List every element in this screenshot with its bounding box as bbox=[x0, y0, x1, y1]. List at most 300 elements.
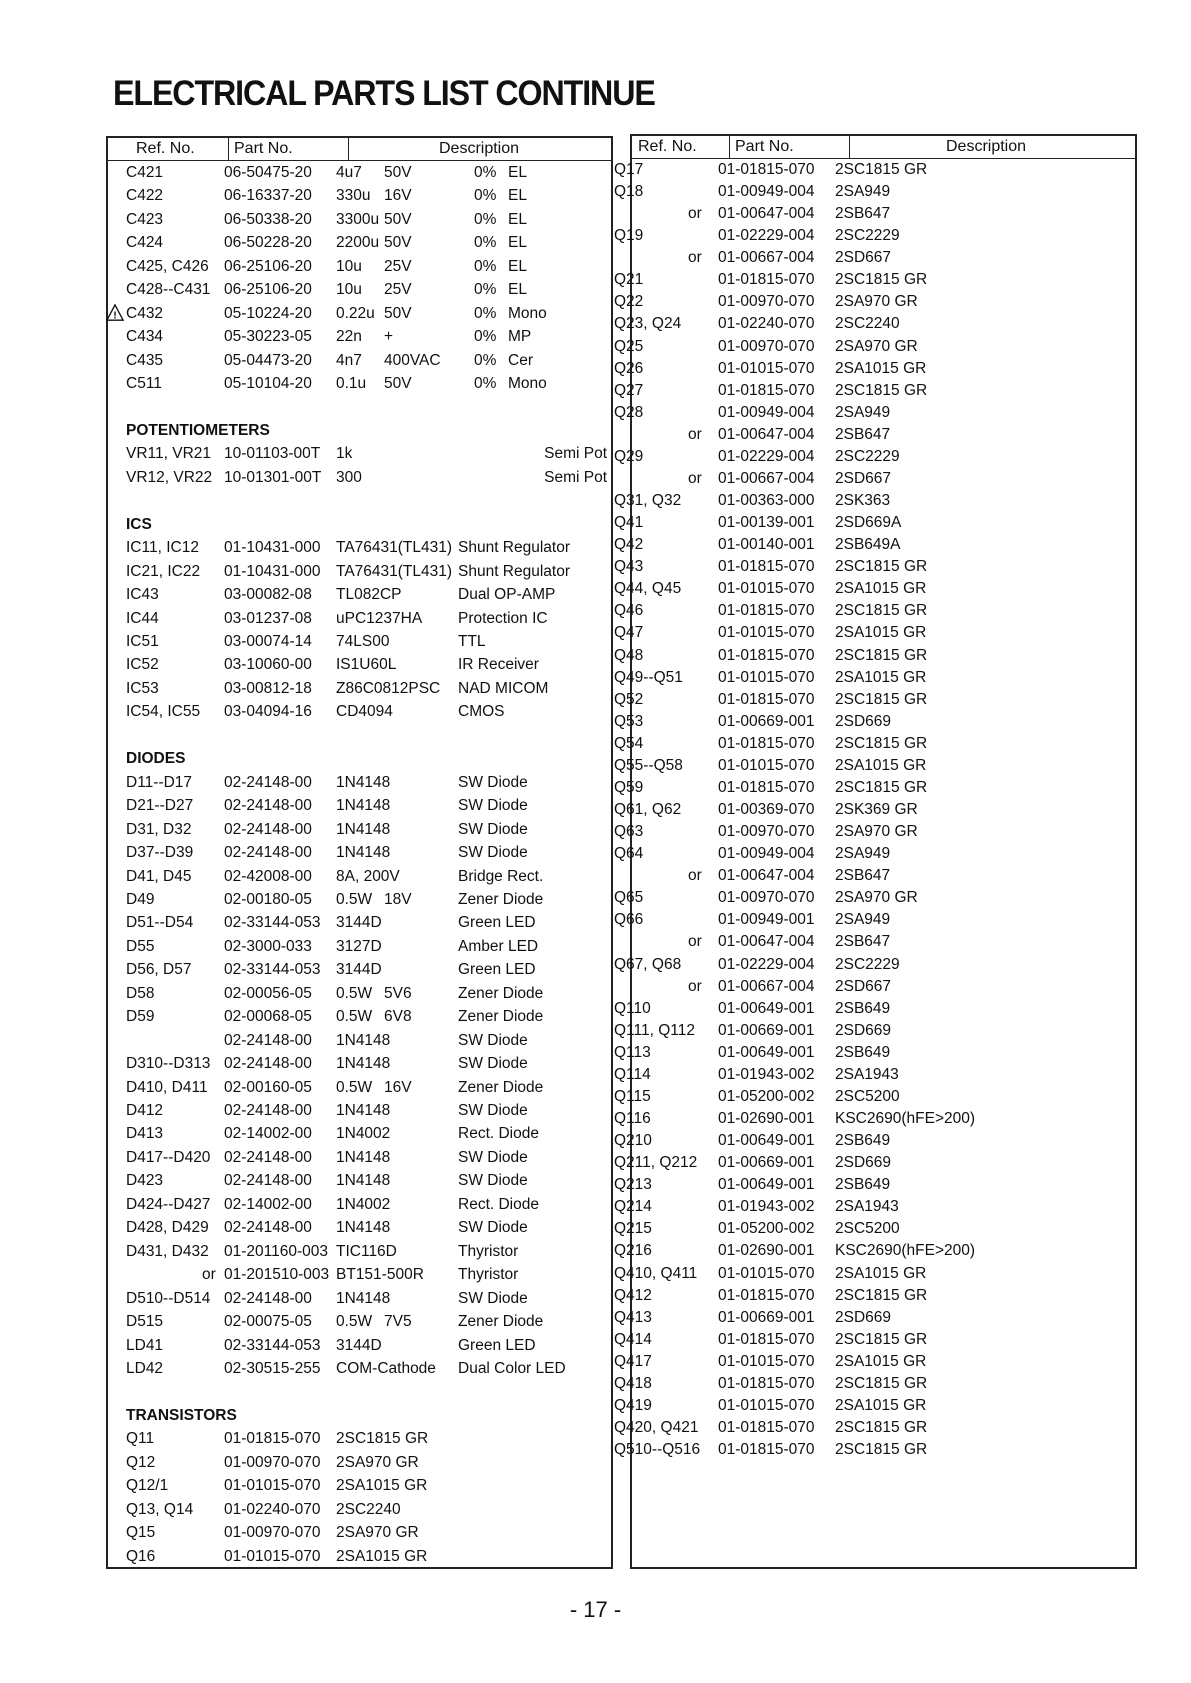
description-rating: + bbox=[384, 328, 394, 346]
description-value: 2SD667 bbox=[835, 249, 892, 267]
table-row bbox=[614, 556, 1135, 579]
ref-no: Q42 bbox=[614, 536, 644, 554]
description-function: Dual OP-AMP bbox=[458, 586, 556, 604]
table-row bbox=[108, 443, 611, 466]
description-value: 2SD667 bbox=[835, 977, 892, 995]
description-value: 2SA1015 GR bbox=[336, 1547, 428, 1565]
ref-no: Q28 bbox=[614, 403, 644, 421]
table-row bbox=[614, 1130, 1135, 1153]
part-no: 01-01815-070 bbox=[718, 1441, 815, 1459]
part-no: 01-01015-070 bbox=[718, 1396, 815, 1414]
table-row bbox=[614, 1196, 1135, 1219]
ref-no: D37--D39 bbox=[126, 844, 194, 862]
ref-no: D11--D17 bbox=[126, 773, 193, 791]
ref-no: IC11, IC12 bbox=[126, 539, 199, 557]
part-no: 02-24148-00 bbox=[224, 797, 312, 815]
description-value: 2SB647 bbox=[835, 933, 891, 951]
description-tolerance: 0% bbox=[474, 281, 497, 299]
description-value: 2SC1815 GR bbox=[336, 1430, 429, 1448]
table-row bbox=[108, 232, 611, 255]
description-function: CMOS bbox=[458, 703, 505, 721]
part-no: 02-24148-00 bbox=[224, 1031, 312, 1049]
table-row bbox=[108, 561, 611, 584]
spacer-row bbox=[108, 397, 611, 420]
part-no: 03-10060-00 bbox=[224, 656, 312, 674]
part-no: 06-25106-20 bbox=[224, 257, 312, 275]
table-row bbox=[614, 1351, 1135, 1374]
ref-no: Q31, Q32 bbox=[614, 492, 682, 510]
table-row bbox=[108, 279, 611, 302]
part-no: 01-01015-070 bbox=[718, 756, 815, 774]
description-value: TA76431(TL431) bbox=[336, 539, 453, 557]
table-row bbox=[632, 865, 1135, 888]
table-row bbox=[614, 159, 1135, 182]
ref-no: Q43 bbox=[614, 558, 644, 576]
description-value: 2SC2229 bbox=[835, 227, 900, 245]
table-row bbox=[614, 689, 1135, 712]
table-row bbox=[108, 1522, 611, 1545]
table-row bbox=[614, 402, 1135, 425]
table-row bbox=[108, 303, 611, 326]
part-no: 01-10431-000 bbox=[224, 562, 321, 580]
part-no: 02-33144-053 bbox=[224, 961, 321, 979]
table-row bbox=[614, 799, 1135, 822]
section-heading-row bbox=[108, 420, 611, 443]
ref-no: Q64 bbox=[614, 845, 644, 863]
header-divider bbox=[228, 138, 229, 160]
part-no: 01-00669-001 bbox=[718, 1021, 815, 1039]
ref-no: Q22 bbox=[614, 293, 644, 311]
ref-no: D413 bbox=[126, 1125, 164, 1143]
part-no: 01-02690-001 bbox=[718, 1110, 815, 1127]
ref-no: Q26 bbox=[614, 359, 644, 377]
table-row bbox=[614, 269, 1135, 292]
ref-no: Q27 bbox=[614, 381, 644, 399]
table-row bbox=[108, 866, 611, 889]
table-row bbox=[108, 631, 611, 654]
part-no: 02-00160-05 bbox=[224, 1078, 312, 1096]
description-function: IR Receiver bbox=[458, 656, 539, 674]
table-row bbox=[614, 645, 1135, 668]
ref-no: IC44 bbox=[126, 609, 159, 627]
ref-no: C434 bbox=[126, 328, 164, 346]
ref-no: VR11, VR21 bbox=[126, 445, 212, 463]
table-row bbox=[108, 1217, 611, 1240]
description-value: 0.5W bbox=[336, 1078, 373, 1096]
table-row bbox=[108, 1147, 611, 1170]
table-row bbox=[614, 336, 1135, 359]
description-value: 2SC2229 bbox=[835, 447, 900, 465]
header-description: Description bbox=[439, 140, 520, 157]
description-rating: 50V bbox=[384, 210, 412, 228]
description-value: 2SB649 bbox=[835, 999, 891, 1017]
description-value: 2SD669 bbox=[835, 1308, 892, 1326]
description-value: 2SD669A bbox=[835, 514, 902, 532]
table-row bbox=[108, 326, 611, 349]
table-row bbox=[108, 1264, 611, 1287]
ref-no: Q17 bbox=[614, 161, 644, 178]
alternate-label: or bbox=[688, 977, 702, 995]
description-function: Zener Diode bbox=[458, 984, 544, 1002]
part-no: 01-05200-002 bbox=[718, 1220, 815, 1238]
description-function: Zener Diode bbox=[458, 1078, 544, 1096]
table-row bbox=[108, 608, 611, 631]
ref-no: D424--D427 bbox=[126, 1195, 211, 1213]
description-value: 2SC1815 GR bbox=[835, 690, 928, 708]
part-no: 02-24148-00 bbox=[224, 820, 312, 838]
description-rating: 50V bbox=[384, 375, 412, 393]
header-ref-no: Ref. No. bbox=[136, 140, 195, 157]
part-no: 01-01815-070 bbox=[718, 734, 815, 752]
section-heading-row bbox=[108, 1405, 611, 1428]
table-row bbox=[108, 819, 611, 842]
section-heading-row bbox=[108, 748, 611, 771]
part-no: 01-00970-070 bbox=[224, 1453, 321, 1471]
table-row bbox=[614, 1373, 1135, 1396]
alternate-label: or bbox=[688, 205, 702, 223]
table-row bbox=[108, 678, 611, 701]
description-value: 2SC1815 GR bbox=[835, 381, 928, 399]
ref-no: Q52 bbox=[614, 690, 644, 708]
part-no: 01-01815-070 bbox=[718, 1286, 815, 1304]
table-row bbox=[614, 578, 1135, 601]
part-no: 05-30223-05 bbox=[224, 328, 312, 346]
part-no: 01-01815-070 bbox=[718, 778, 815, 796]
part-no: 01-00647-004 bbox=[718, 867, 815, 885]
table-row bbox=[108, 1499, 611, 1522]
ref-no: Q13, Q14 bbox=[126, 1500, 194, 1518]
description-value: 3127D bbox=[336, 937, 382, 955]
ref-no: D21--D27 bbox=[126, 797, 194, 815]
ref-no: Q63 bbox=[614, 823, 644, 841]
description-type: EL bbox=[508, 234, 527, 252]
table-row bbox=[614, 1174, 1135, 1197]
description-function: Rect. Diode bbox=[458, 1195, 539, 1213]
part-no: 06-50475-20 bbox=[224, 164, 312, 181]
description-function: NAD MICOM bbox=[458, 679, 549, 697]
spacer-row bbox=[108, 490, 611, 513]
part-no: 05-04473-20 bbox=[224, 351, 312, 369]
ref-no: D412 bbox=[126, 1102, 164, 1119]
part-no: 01-01015-070 bbox=[224, 1547, 321, 1565]
ref-no: Q420, Q421 bbox=[614, 1418, 699, 1436]
table-row bbox=[108, 1452, 611, 1475]
description-value: 2SB649 bbox=[835, 1043, 891, 1061]
header-ref-no: Ref. No. bbox=[638, 138, 697, 155]
alternate-label: or bbox=[688, 469, 702, 487]
description-function: TTL bbox=[458, 633, 486, 650]
part-no: 01-00970-070 bbox=[718, 823, 815, 841]
table-row bbox=[614, 1108, 1135, 1131]
table-row bbox=[108, 1006, 611, 1029]
description-value: 1N4148 bbox=[336, 1102, 391, 1119]
table-row bbox=[108, 185, 611, 208]
description-value: 2SC1815 GR bbox=[835, 734, 928, 752]
ref-no: D515 bbox=[126, 1313, 164, 1331]
table-row bbox=[614, 1439, 1135, 1462]
ref-no: Q113 bbox=[614, 1043, 651, 1061]
table-row bbox=[108, 1194, 611, 1217]
part-no: 01-01015-070 bbox=[718, 1264, 815, 1282]
table-row bbox=[632, 424, 1135, 447]
part-no: 02-24148-00 bbox=[224, 1102, 312, 1119]
ref-no: LD42 bbox=[126, 1359, 164, 1377]
part-no: 01-00139-001 bbox=[718, 514, 815, 532]
description-value: TA76431(TL431) bbox=[336, 562, 453, 580]
table-row bbox=[108, 584, 611, 607]
table-row bbox=[108, 1077, 611, 1100]
ref-no: LD41 bbox=[126, 1336, 164, 1354]
part-no: 01-00667-004 bbox=[718, 249, 815, 267]
part-no: 02-24148-00 bbox=[224, 1055, 312, 1073]
table-row bbox=[614, 446, 1135, 469]
part-no: 01-00949-001 bbox=[718, 911, 815, 929]
description-type: Mono bbox=[508, 304, 547, 322]
description-rating: 18V bbox=[384, 890, 412, 908]
description-function: Thyristor bbox=[458, 1266, 519, 1284]
part-no: 01-00649-001 bbox=[718, 1132, 815, 1150]
table-row bbox=[614, 1086, 1135, 1109]
description-value: 10u bbox=[336, 257, 362, 275]
part-no: 01-01815-070 bbox=[718, 1374, 815, 1392]
section-heading-row bbox=[108, 514, 611, 537]
ref-no: D51--D54 bbox=[126, 914, 194, 932]
description-value: 2SA1015 GR bbox=[835, 624, 927, 642]
part-no: 02-14002-00 bbox=[224, 1195, 312, 1213]
table-row bbox=[632, 247, 1135, 270]
ref-no: D58 bbox=[126, 984, 155, 1002]
description-value: 0.5W bbox=[336, 890, 373, 908]
part-no: 01-01015-070 bbox=[718, 580, 815, 598]
description-value: 2SC1815 GR bbox=[835, 1441, 928, 1459]
table-row bbox=[108, 1288, 611, 1311]
ref-no: Q115 bbox=[614, 1087, 651, 1105]
table-row bbox=[108, 1100, 611, 1123]
part-no: 02-24148-00 bbox=[224, 1172, 312, 1190]
description-function: SW Diode bbox=[458, 1102, 528, 1119]
ref-no: VR12, VR22 bbox=[126, 468, 213, 486]
spacer-row bbox=[108, 1381, 611, 1404]
part-no: 01-00649-001 bbox=[718, 1176, 815, 1194]
table-row bbox=[614, 512, 1135, 535]
description-function: Green LED bbox=[458, 1336, 536, 1354]
part-no: 02-00180-05 bbox=[224, 890, 312, 908]
description-function: Dual Color LED bbox=[458, 1359, 566, 1377]
description-rating: 6V8 bbox=[384, 1008, 412, 1026]
description-value: TIC116D bbox=[336, 1242, 397, 1260]
description-value: 2SA1015 GR bbox=[336, 1477, 428, 1495]
part-no: 03-04094-16 bbox=[224, 703, 312, 721]
description-value: 4u7 bbox=[336, 164, 362, 181]
part-no: 02-24148-00 bbox=[224, 1289, 312, 1307]
description-rating: 400VAC bbox=[384, 351, 441, 369]
description-type: Cer bbox=[508, 351, 533, 369]
description-value: 1N4148 bbox=[336, 773, 391, 791]
part-no: 02-14002-00 bbox=[224, 1125, 312, 1143]
description-tolerance: 0% bbox=[474, 257, 497, 275]
ref-no: Q55--Q58 bbox=[614, 756, 683, 774]
description-value: 2SA970 GR bbox=[336, 1453, 419, 1471]
description-function: SW Diode bbox=[458, 773, 528, 791]
description-value: 8A, 200V bbox=[336, 867, 400, 885]
description-rating: 16V bbox=[384, 1078, 412, 1096]
description-value: uPC1237HA bbox=[336, 609, 423, 627]
description-function: Shunt Regulator bbox=[458, 562, 571, 580]
ref-no: C425, C426 bbox=[126, 257, 209, 275]
table-row bbox=[614, 733, 1135, 756]
table-row bbox=[614, 291, 1135, 314]
table-row bbox=[108, 350, 611, 373]
table-row bbox=[614, 181, 1135, 204]
ref-no: D31, D32 bbox=[126, 820, 192, 838]
part-no: 01-01815-070 bbox=[718, 690, 815, 708]
header-divider bbox=[729, 136, 730, 158]
ref-no: Q67, Q68 bbox=[614, 955, 682, 973]
description-value: 2SC1815 GR bbox=[835, 1418, 928, 1436]
description-function: SW Diode bbox=[458, 797, 528, 815]
table-row bbox=[108, 256, 611, 279]
header-divider bbox=[348, 138, 349, 160]
description-tolerance: 0% bbox=[474, 304, 497, 322]
description-rating: 50V bbox=[384, 234, 412, 252]
ref-no: Q211, Q212 bbox=[614, 1154, 698, 1172]
ref-no: D41, D45 bbox=[126, 867, 192, 885]
part-no: 03-00812-18 bbox=[224, 679, 312, 697]
table-row bbox=[108, 1546, 611, 1569]
description-value: 2SC2240 bbox=[835, 315, 900, 333]
description-function: Zener Diode bbox=[458, 1008, 544, 1026]
description-value: 2SC2229 bbox=[835, 955, 900, 973]
part-no: 01-00669-001 bbox=[718, 1308, 815, 1326]
part-no: 01-00647-004 bbox=[718, 205, 815, 223]
description-value: IS1U60L bbox=[336, 656, 397, 674]
description-value: 2SA970 GR bbox=[336, 1524, 419, 1542]
description-function: SW Diode bbox=[458, 1219, 528, 1237]
description-value: 2SC1815 GR bbox=[835, 646, 928, 664]
description-tolerance: 0% bbox=[474, 328, 497, 346]
description-function: Protection IC bbox=[458, 609, 548, 627]
table-row bbox=[632, 203, 1135, 226]
description-value: 2SD669 bbox=[835, 1154, 892, 1172]
ref-no: Q19 bbox=[614, 227, 644, 245]
table-row bbox=[614, 821, 1135, 844]
part-no: 01-02240-070 bbox=[718, 315, 815, 333]
table-row bbox=[108, 889, 611, 912]
part-no: 01-00669-001 bbox=[718, 712, 815, 730]
description-function: Zener Diode bbox=[458, 890, 544, 908]
description-value: 3144D bbox=[336, 1336, 382, 1354]
table-row bbox=[108, 1053, 611, 1076]
table-row bbox=[614, 1263, 1135, 1286]
description-rating: 5V6 bbox=[384, 984, 412, 1002]
part-no: 01-00949-004 bbox=[718, 183, 815, 201]
alternate-label: or bbox=[688, 249, 702, 267]
description-function: SW Diode bbox=[458, 1055, 528, 1073]
part-no: 01-00667-004 bbox=[718, 977, 815, 995]
ref-no: C432 bbox=[126, 304, 164, 322]
description-function: SW Diode bbox=[458, 844, 528, 862]
header-description: Description bbox=[946, 138, 1027, 155]
table-row bbox=[632, 976, 1135, 999]
description-value: 1k bbox=[336, 445, 353, 463]
ref-no: Q111, Q112 bbox=[614, 1021, 695, 1039]
description-function: Bridge Rect. bbox=[458, 867, 544, 885]
description-value: BT151-500R bbox=[336, 1266, 424, 1284]
part-no: 02-24148-00 bbox=[224, 844, 312, 862]
part-no: 01-00667-004 bbox=[718, 469, 815, 487]
description-value: Z86C0812PSC bbox=[336, 679, 441, 697]
description-rating: 16V bbox=[384, 187, 412, 205]
table-row bbox=[108, 373, 611, 396]
description-value: 2SA949 bbox=[835, 183, 891, 201]
ref-no: Q213 bbox=[614, 1176, 652, 1194]
description-value: 2SC1815 GR bbox=[835, 271, 928, 289]
ref-no: Q44, Q45 bbox=[614, 580, 682, 598]
ref-no: C424 bbox=[126, 234, 164, 252]
part-no: 01-00649-001 bbox=[718, 999, 815, 1017]
table-header bbox=[632, 136, 1135, 159]
description-value: 3144D bbox=[336, 961, 382, 979]
table-row bbox=[614, 313, 1135, 336]
description-value: KSC2690(hFE>200) bbox=[835, 1110, 976, 1127]
part-no: 01-01815-070 bbox=[718, 161, 815, 178]
description-value: 1N4148 bbox=[336, 1148, 391, 1166]
description-value: 2SB647 bbox=[835, 867, 891, 885]
ref-no: Q46 bbox=[614, 602, 644, 620]
table-row bbox=[614, 755, 1135, 778]
description-value: 2SA970 GR bbox=[835, 889, 918, 907]
alternate-label: or bbox=[688, 425, 702, 443]
description-function: Thyristor bbox=[458, 1242, 519, 1260]
ref-no: Q412 bbox=[614, 1286, 652, 1304]
description-tolerance: 0% bbox=[474, 375, 497, 393]
description-value: 0.5W bbox=[336, 1008, 373, 1026]
part-no: 02-24148-00 bbox=[224, 773, 312, 791]
table-row bbox=[614, 1152, 1135, 1175]
part-no: 01-00647-004 bbox=[718, 933, 815, 951]
table-row bbox=[108, 959, 611, 982]
description-function: Shunt Regulator bbox=[458, 539, 571, 557]
table-row bbox=[108, 467, 611, 490]
ref-no: Q414 bbox=[614, 1330, 652, 1348]
description-function: SW Diode bbox=[458, 1031, 528, 1049]
part-no: 01-01815-070 bbox=[718, 602, 815, 620]
table-row bbox=[614, 380, 1135, 403]
ref-no: IC52 bbox=[126, 656, 159, 674]
header-part-no: Part No. bbox=[735, 138, 794, 155]
description-value: 22n bbox=[336, 328, 362, 346]
safety-warning-icon bbox=[106, 304, 124, 322]
part-no: 01-05200-002 bbox=[718, 1087, 815, 1105]
table-row bbox=[108, 842, 611, 865]
part-no: 01-01015-070 bbox=[718, 668, 815, 686]
ref-no: C511 bbox=[126, 375, 162, 393]
table-row bbox=[614, 600, 1135, 623]
part-no: 01-00140-001 bbox=[718, 536, 815, 554]
part-no: 01-201510-003 bbox=[224, 1266, 330, 1284]
ref-no: Q12 bbox=[126, 1453, 156, 1471]
description-function: Zener Diode bbox=[458, 1313, 544, 1331]
ref-no: IC51 bbox=[126, 633, 159, 650]
parts-table-left bbox=[106, 136, 613, 1569]
description-value: 1N4002 bbox=[336, 1195, 391, 1213]
header-part-no: Part No. bbox=[234, 140, 293, 157]
description-rating: 50V bbox=[384, 304, 412, 322]
part-no: 10-01301-00T bbox=[224, 468, 322, 486]
part-no: 02-24148-00 bbox=[224, 1148, 312, 1166]
part-no: 01-01815-070 bbox=[718, 1330, 815, 1348]
table-row bbox=[614, 998, 1135, 1021]
